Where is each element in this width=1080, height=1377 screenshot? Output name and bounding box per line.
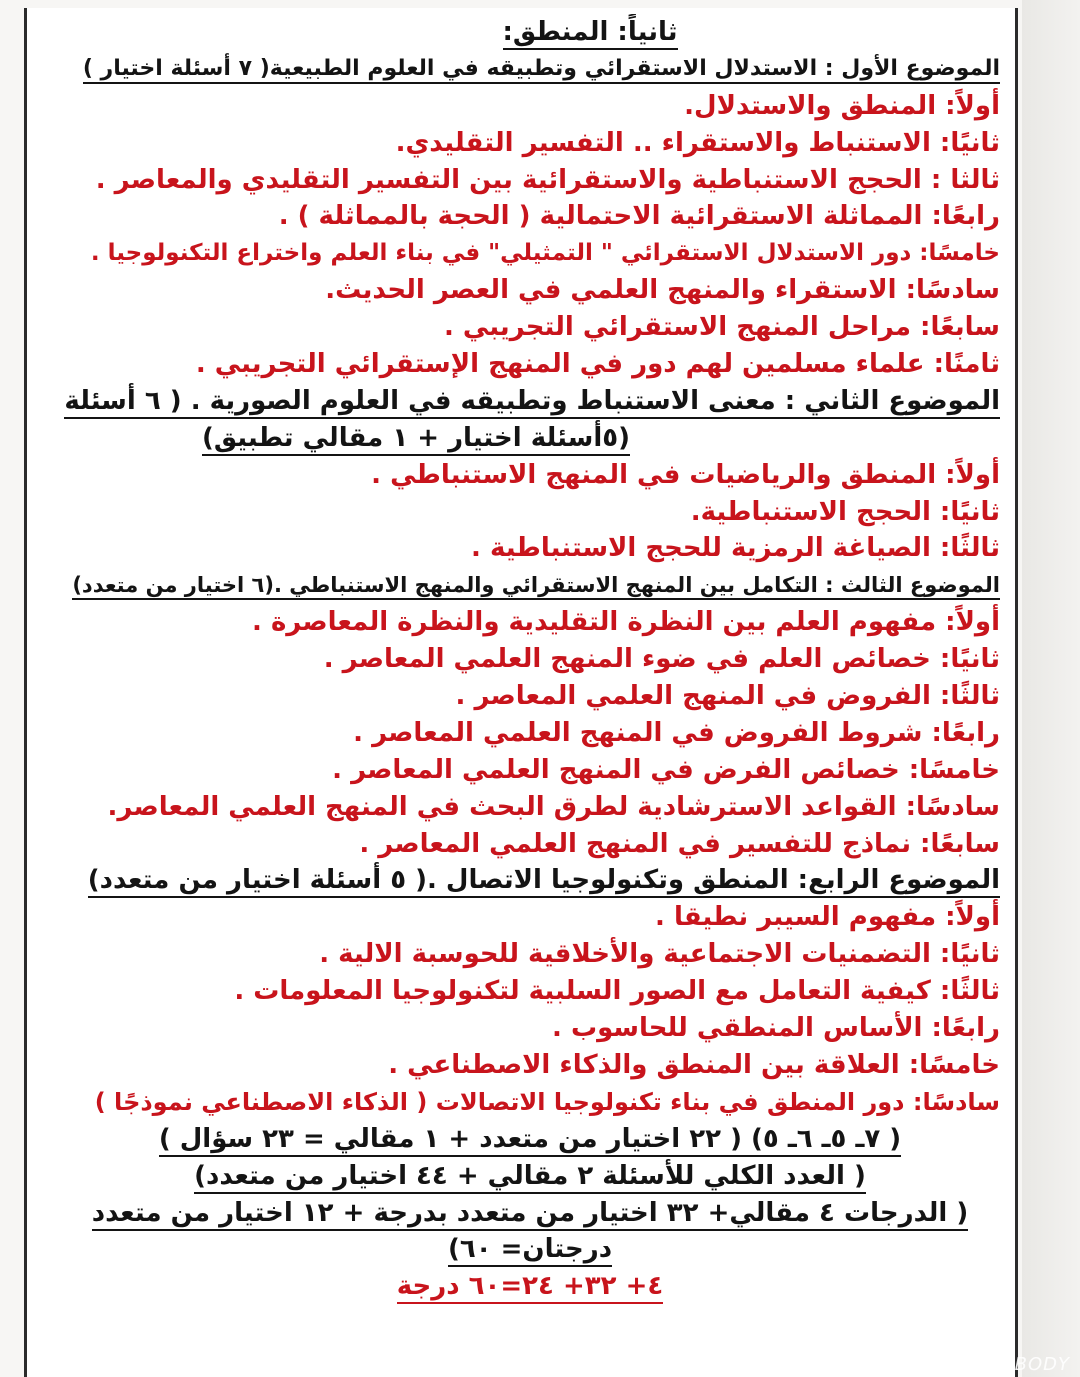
topic-2-item-3: ثالثًا: الصياغة الرمزية للحجج الاستنباطية . xyxy=(471,533,1000,564)
topic-4-item-4: رابعًا: الأساس المنطقي للحاسوب . xyxy=(552,1013,1000,1044)
topic-2-item-2: ثانيًا: الحجج الاستنباطية. xyxy=(690,496,1000,527)
topic-3-item-1: أولاً: مفهوم العلم بين النظرة التقليدية والنظرة المعاصرة . xyxy=(252,607,1000,638)
topic-1-item-7: سابعًا: مراحل المنهج الاستقرائي التجريبي . xyxy=(443,312,1000,343)
watermark-text: BODY xyxy=(1014,1354,1070,1375)
topic-3-item-5: خامسًا: خصائص الفرض في المنهج العلمي المعاصر . xyxy=(332,754,1000,785)
topic-2-heading-cont: (٥أسئلة اختيار + ١ مقالي تطبيق) xyxy=(60,420,1000,457)
topic-3-item-7: سابعًا: نماذج للتفسير في المنهج العلمي المعاصر . xyxy=(359,828,1000,859)
summary-line-4: درجتان= ٦٠) xyxy=(60,1231,1000,1268)
background-strip xyxy=(1022,0,1080,1377)
topic-4-item-1: أولاً: مفهوم السيبر نطيقا . xyxy=(655,902,1000,933)
summary-line-3: ( الدرجات ٤ مقالي+ ٣٢ اختيار من متعدد بدرجة + ١٢ اختيار من متعدد xyxy=(60,1195,1000,1232)
topic-1-item-2: ثانيًا: الاستنباط والاستقراء .. التفسير التقليدي. xyxy=(395,127,1000,158)
topic-1-item-6: سادسًا: الاستقراء والمنهج العلمي في العصر الحديث. xyxy=(325,275,1000,306)
topic-4-item-6: سادسًا: دور المنطق في بناء تكنولوجيا الاتصالات ( الذكاء الاصطناعي نموذجًا ) xyxy=(94,1087,1000,1116)
topic-1-item-1: أولاً: المنطق والاستدلال. xyxy=(684,90,1000,121)
document-content xyxy=(60,14,1000,1305)
total-score: ٤+ ٣٢+ ٢٤=٦٠ درجة xyxy=(60,1268,1000,1305)
summary-line-1: ( ٧ـ ٥ـ ٦ـ ٥) ( ٢٢ اختيار من متعدد + ١ مقالي = ٢٣ سؤال ) xyxy=(60,1121,1000,1158)
topic-2-item-1: أولاً: المنطق والرياضيات في المنهج الاستنباطي . xyxy=(371,459,1000,490)
topic-3-item-2: ثانيًا: خصائص العلم في ضوء المنهج العلمي المعاصر . xyxy=(323,644,1000,675)
summary-line-2: ( العدد الكلي للأسئلة ٢ مقالي + ٤٤ اختيار من متعدد) xyxy=(60,1158,1000,1195)
topic-1-item-5: خامسًا: دور الاستدلال الاستقرائي " التمثيلي" في بناء العلم واختراع التكنولوجيا . xyxy=(90,240,1000,267)
topic-4-item-5: خامسًا: العلاقة بين المنطق والذكاء الاصطناعي . xyxy=(388,1049,1000,1080)
topic-4-item-2: ثانيًا: التضمنيات الاجتماعية والأخلاقية للحوسبة الالية . xyxy=(319,939,1000,970)
topic-3-heading: الموضوع الثالث : التكامل بين المنهج الاستقرائي والمنهج الاستنباطي .(٦ اختيار من متعدد) xyxy=(60,567,1000,604)
section-title: ثانياً: المنطق: xyxy=(60,14,1000,51)
topic-4-item-3: ثالثًا: كيفية التعامل مع الصور السلبية لتكنولوجيا المعلومات . xyxy=(234,976,1000,1007)
topic-3-item-3: ثالثًا: الفروض في المنهج العلمي المعاصر . xyxy=(455,681,1000,712)
topic-1-heading: الموضوع الأول : الاستدلال الاستقرائي وتطبيقه في العلوم الطبيعية( ٧ أسئلة اختيار ) xyxy=(60,51,1000,88)
topic-4-heading: الموضوع الرابع: المنطق وتكنولوجيا الاتصال .( ٥ أسئلة اختيار من متعدد) xyxy=(60,862,1000,899)
topic-1-item-3: ثالثا : الحجج الاستنباطية والاستقرائية بين التفسير التقليدي والمعاصر . xyxy=(95,164,1000,195)
topic-1-item-8: ثامنًا: علماء مسلمين لهم دور في المنهج الإستقرائي التجريبي . xyxy=(195,349,1000,380)
topic-2-heading: الموضوع الثاني : معنى الاستنباط وتطبيقه في العلوم الصورية . ( ٦ أسئلة xyxy=(60,383,1000,420)
topic-1-item-4: رابعًا: المماثلة الاستقرائية الاحتمالية ( الحجة بالمماثلة ) . xyxy=(278,201,1000,232)
topic-3-item-4: رابعًا: شروط الفروض في المنهج العلمي المعاصر . xyxy=(353,717,1000,748)
topic-3-item-6: سادسًا: القواعد الاسترشادية لطرق البحث في المنهج العلمي المعاصر. xyxy=(107,791,1000,822)
